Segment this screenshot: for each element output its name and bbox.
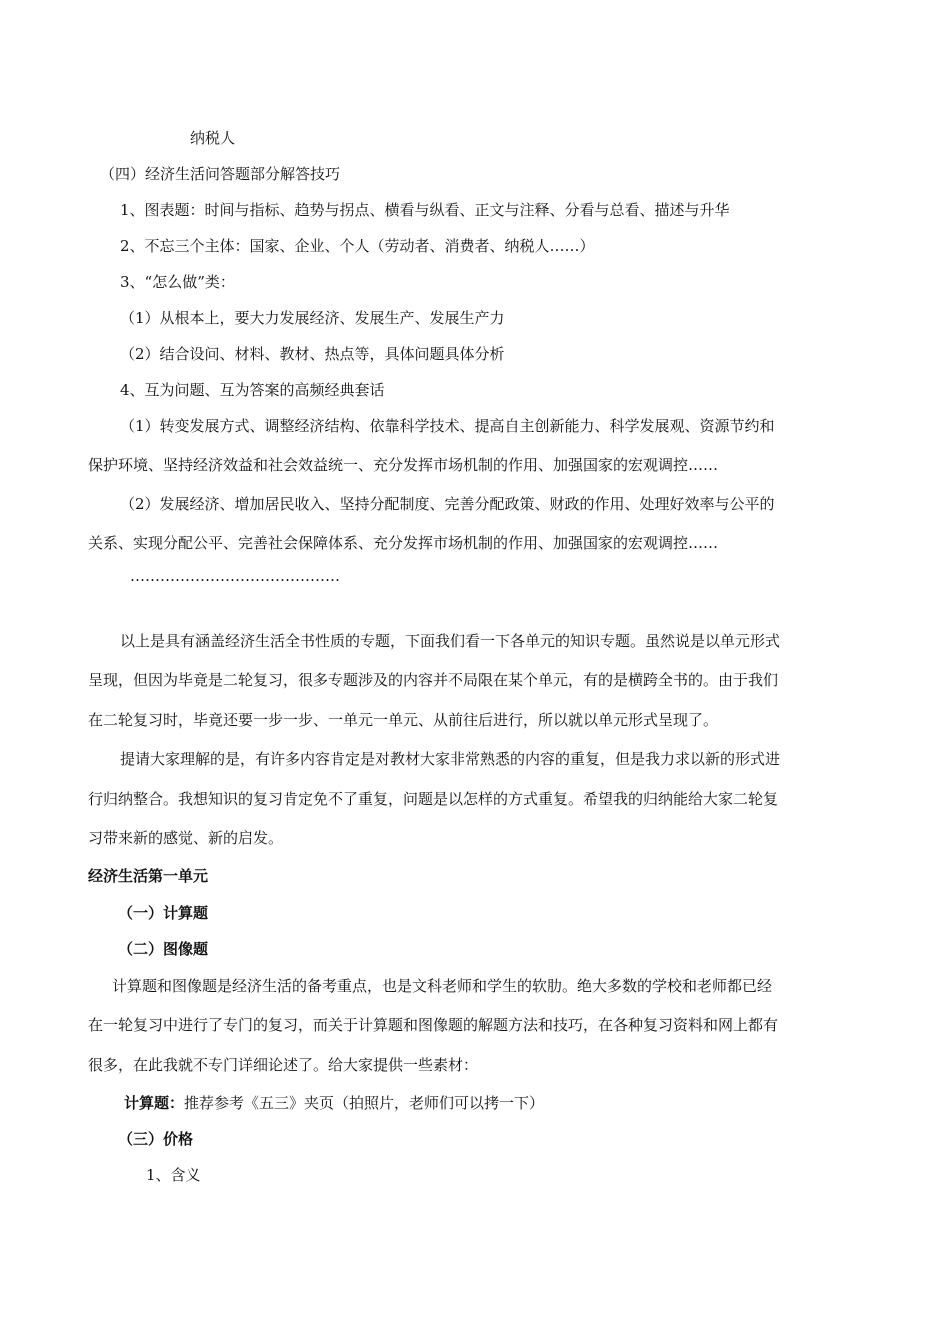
sub-list-item: （2）发展经济、增加居民收入、坚持分配制度、完善分配政策、财政的作用、处理好效率与公平的 (120, 495, 775, 513)
paragraph-line: 习带来新的感觉、新的启发。 (88, 829, 284, 847)
section-heading: （三）价格 (118, 1130, 194, 1148)
paragraph-line: 在一轮复习中进行了专门的复习，而关于计算题和图像题的解题方法和技巧，在各种复习资料和网上都有 (88, 1016, 779, 1034)
section-heading: （一）计算题 (118, 904, 209, 922)
paragraph-line: 以上是具有涵盖经济生活全书性质的专题，下面我们看一下各单元的知识专题。虽然说是以单元形式 (120, 632, 781, 650)
paragraph-line: 在二轮复习时，毕竟还要一步一步、一单元一单元、从前往后进行，所以就以单元形式呈现了。 (88, 711, 719, 729)
paragraph-line: 很多，在此我就不专门详细论述了。给大家提供一些素材： (88, 1056, 479, 1074)
paragraph-line: 呈现，但因为毕竟是二轮复习，很多专题涉及的内容并不局限在某个单元，有的是横跨全书的。由于我们 (88, 671, 779, 689)
recommendation-text: 推荐参考《五三》夹页（拍照片，老师们可以拷一下） (184, 1094, 545, 1112)
ellipsis-line: …………………………………… (130, 567, 340, 585)
sub-list-item: （2）结合设问、材料、教材、热点等，具体问题具体分析 (120, 345, 505, 363)
section-heading: （四）经济生活问答题部分解答技巧 (100, 165, 341, 183)
sub-list-item: （1）转变发展方式、调整经济结构、依靠科学技术、提高自主创新能力、科学发展观、资源节约和 (120, 417, 775, 435)
list-item: 4、互为问题、互为答案的高频经典套话 (120, 381, 385, 399)
list-item: 1、图表题：时间与指标、趋势与拐点、横看与纵看、正文与注释、分看与总看、描述与升华 (120, 201, 730, 219)
paragraph-line: 行归纳整合。我想知识的复习肯定免不了重复，问题是以怎样的方式重复。希望我的归纳能给大家二轮复 (88, 790, 779, 808)
paragraph-line: 计算题和图像题是经济生活的备考重点，也是文科老师和学生的软肋。绝大多数的学校和老师都已经 (112, 977, 773, 995)
unit-heading: 经济生活第一单元 (88, 867, 209, 885)
paragraph-line: 保护环境、坚持经济效益和社会效益统一、充分发挥市场机制的作用、加强国家的宏观调控…… (88, 456, 719, 474)
section-heading: （二）图像题 (118, 940, 209, 958)
list-item: 1、含义 (146, 1166, 201, 1184)
recommendation-label: 计算题： (124, 1094, 185, 1112)
list-item: 3、“怎么做”类： (120, 273, 235, 291)
list-item: 2、不忘三个主体：国家、企业、个人（劳动者、消费者、纳税人……） (120, 237, 595, 255)
continued-text: 纳税人 (190, 129, 236, 147)
recommendation-line (124, 1093, 544, 1113)
sub-list-item: （1）从根本上，要大力发展经济、发展生产、发展生产力 (120, 309, 505, 327)
paragraph-line: 提请大家理解的是，有许多内容肯定是对教材大家非常熟悉的内容的重复，但是我力求以新的形式进 (120, 750, 781, 768)
paragraph-line: 关系、实现分配公平、完善社会保障体系、充分发挥市场机制的作用、加强国家的宏观调控…… (88, 534, 719, 552)
